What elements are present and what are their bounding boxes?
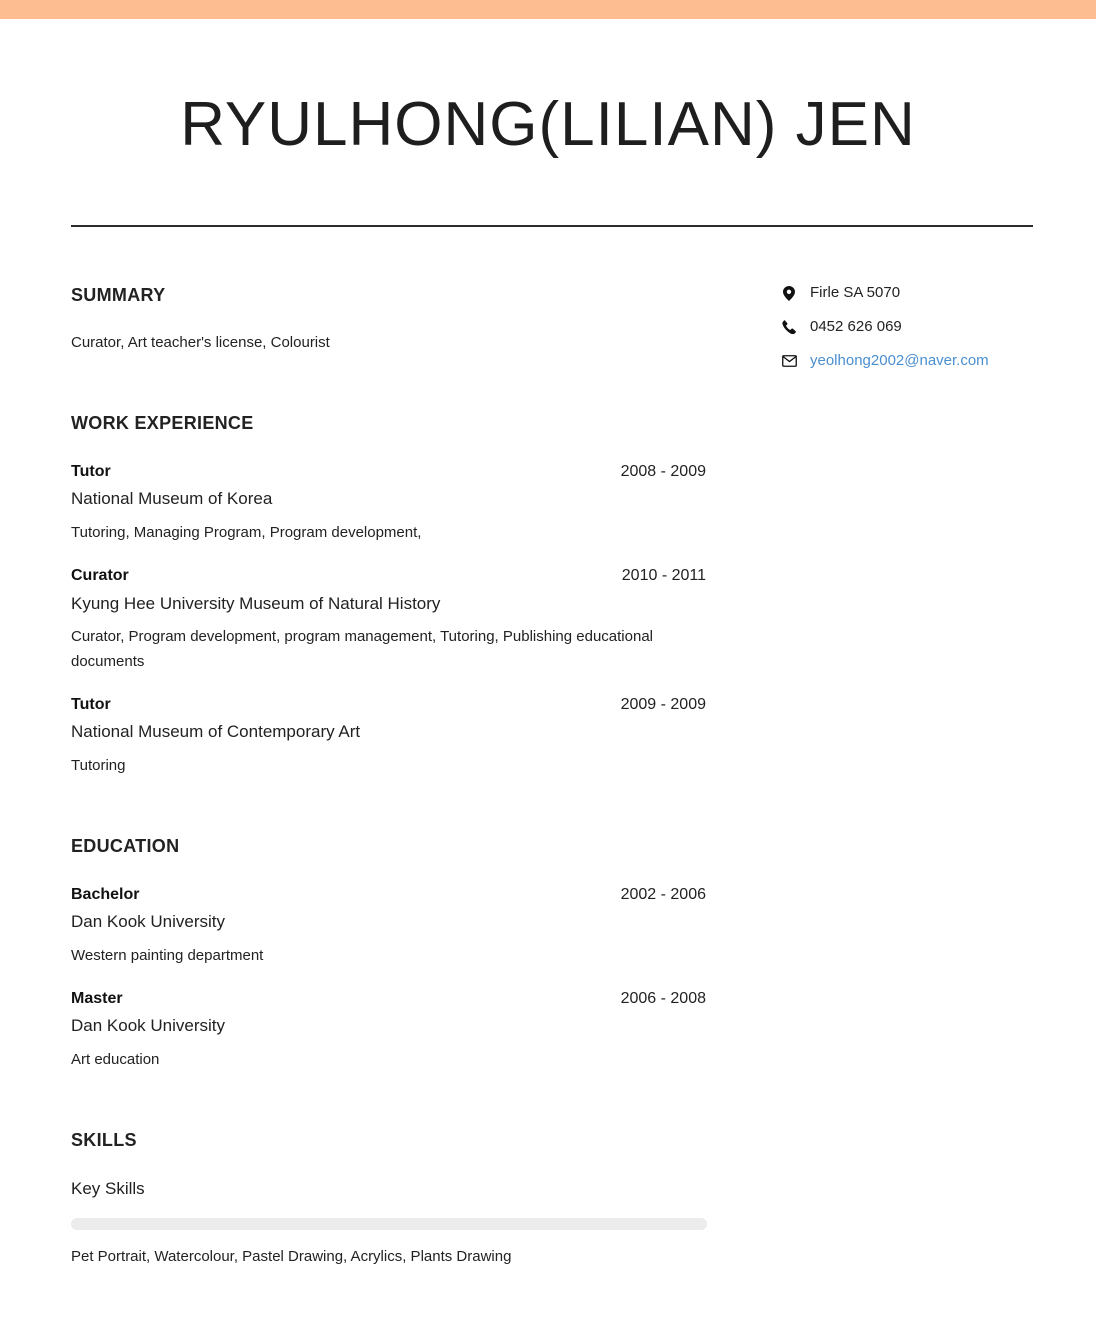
resume-name: RYULHONG(LILIAN) JEN — [180, 90, 916, 159]
job-organization: Kyung Hee University Museum of Natural History — [71, 594, 441, 613]
skill-level-bar — [71, 1218, 707, 1230]
envelope-icon — [780, 352, 798, 370]
degree-description: Western painting department — [71, 947, 264, 964]
email-link[interactable]: yeolhong2002@naver.com — [810, 352, 989, 369]
skills-group-label: Key Skills — [71, 1179, 145, 1198]
education-heading: EDUCATION — [71, 836, 180, 856]
skills-list: Pet Portrait, Watercolour, Pastel Drawing, Acrylics, Plants Drawing — [71, 1248, 512, 1265]
job-title: Tutor — [71, 463, 111, 480]
school-name: Dan Kook University — [71, 1016, 226, 1035]
job-years: 2009 - 2009 — [620, 696, 706, 713]
degree-title: Bachelor — [71, 886, 140, 903]
degree-years: 2002 - 2006 — [620, 886, 706, 903]
header-divider — [71, 225, 1033, 227]
job-description: Curator, Program development, program management, Tutoring, Publishing educational documents — [71, 628, 653, 670]
location-text: Firle SA 5070 — [810, 284, 901, 301]
phone-text: 0452 626 069 — [810, 318, 902, 335]
job-organization: National Museum of Contemporary Art — [71, 722, 361, 741]
contact-phone — [780, 317, 902, 337]
summary-text: Curator, Art teacher's license, Colourist — [71, 334, 330, 351]
accent-top-bar — [0, 0, 1096, 19]
phone-icon — [780, 318, 798, 336]
degree-title: Master — [71, 990, 123, 1007]
job-organization: National Museum of Korea — [71, 489, 273, 508]
degree-years: 2006 - 2008 — [620, 990, 706, 1007]
job-title: Tutor — [71, 696, 111, 713]
school-name: Dan Kook University — [71, 912, 226, 931]
work-heading: WORK EXPERIENCE — [71, 413, 254, 433]
job-description: Tutoring, Managing Program, Program development, — [71, 524, 422, 541]
skills-heading: SKILLS — [71, 1130, 137, 1150]
contact-email — [780, 351, 989, 371]
summary-heading: SUMMARY — [71, 285, 166, 305]
job-description: Tutoring — [71, 757, 126, 774]
map-pin-icon — [780, 284, 798, 302]
contact-location — [780, 283, 900, 303]
job-title: Curator — [71, 567, 129, 584]
job-years: 2008 - 2009 — [620, 463, 706, 480]
job-years: 2010 - 2011 — [621, 567, 706, 584]
degree-description: Art education — [71, 1051, 160, 1068]
